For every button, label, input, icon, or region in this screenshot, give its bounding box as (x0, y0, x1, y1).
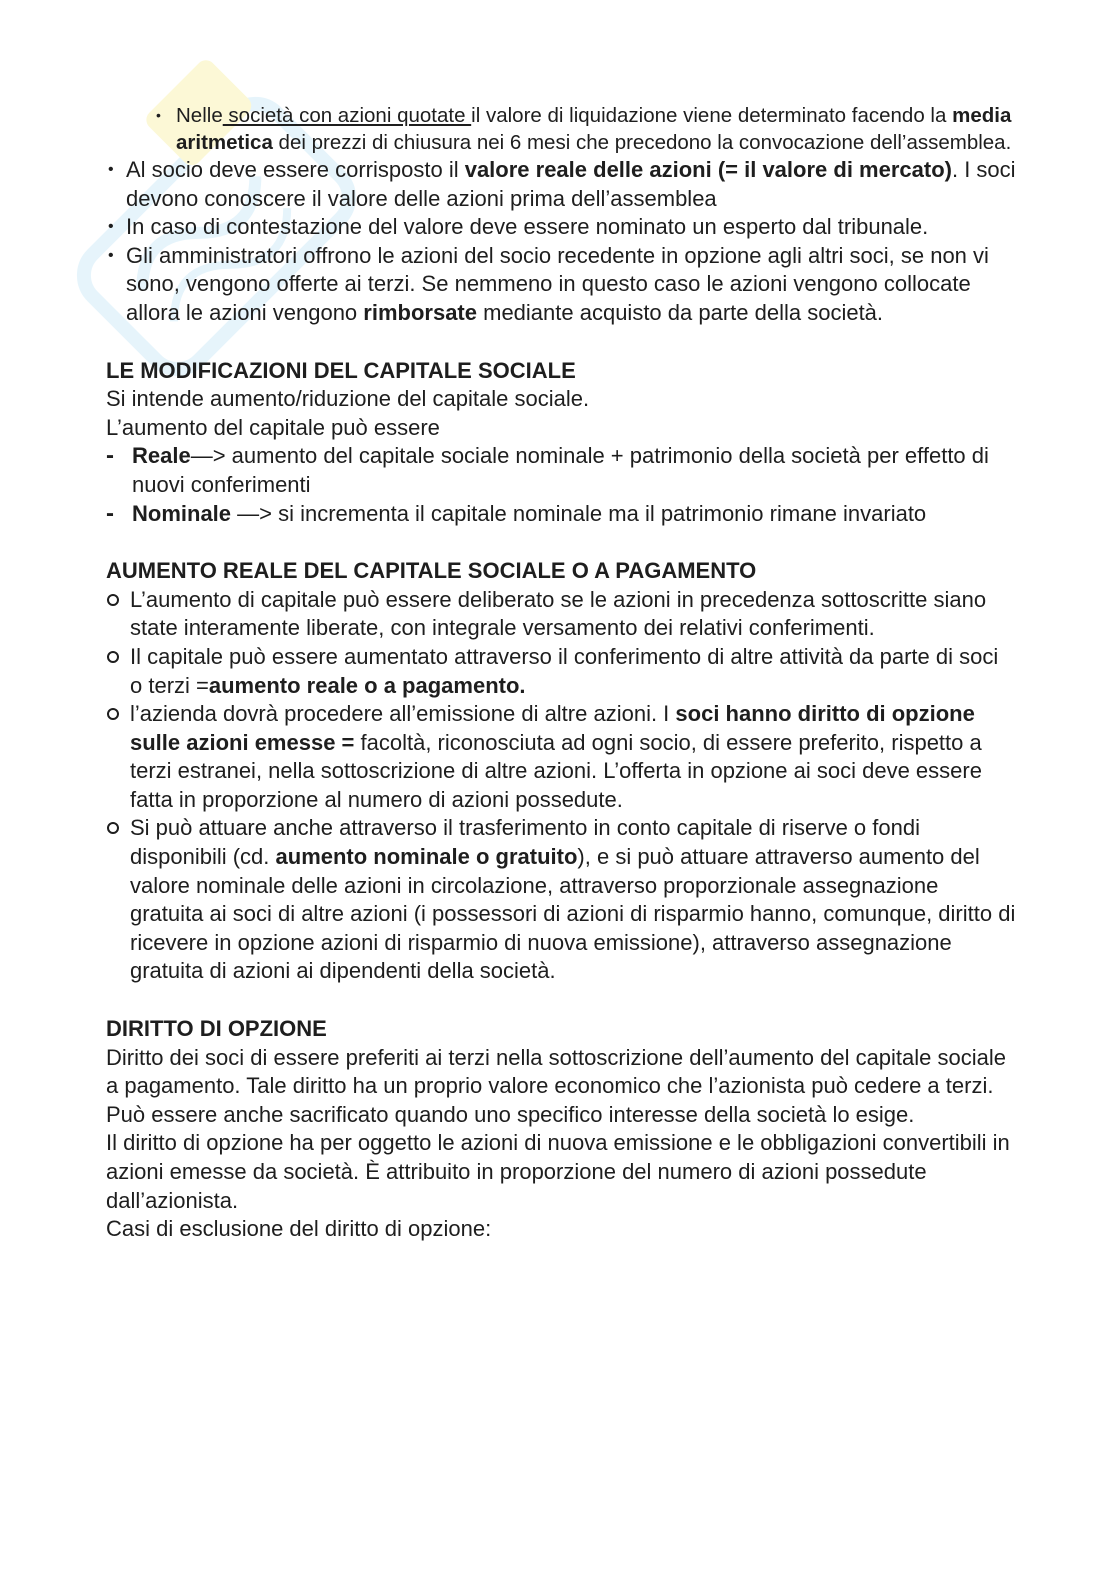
paragraph: Si intende aumento/riduzione del capitale sociale. (106, 386, 590, 412)
section-heading-diritto-opzione: DIRITTO DI OPZIONE (106, 1016, 327, 1042)
paragraph: Diritto dei soci di essere preferiti ai terzi nella sottoscrizione dell’aumento del capitale sociale a pagamento. Tale diritto ha un proprio valore economico che l’azionista può cedere a terzi. Può essere anche sacrificato quando uno specifico interesse della società lo esige. (106, 1044, 1006, 1127)
aumento-types-list (106, 442, 1016, 528)
underlined-text: società con azioni quotate (222, 104, 472, 127)
list-item: • Al socio deve essere corrisposto il valore reale delle azioni (= il valore di mercato). I soci devono conoscere il valore delle azioni prima dell’assemblea (106, 156, 1016, 213)
list-item: Il capitale può essere aumentato attraverso il conferimento di altre attività da parte di soci o terzi =aumento reale o a pagamento. (106, 643, 1016, 700)
section-heading-modificazioni: LE MODIFICAZIONI DEL CAPITALE SOCIALE (106, 357, 576, 383)
section-heading-aumento-reale: AUMENTO REALE DEL CAPITALE SOCIALE O A PAGAMENTO (106, 558, 757, 584)
list-item: - Nominale —> si incrementa il capitale nominale ma il patrimonio rimane invariato (106, 500, 1016, 529)
liquidazione-sub-list (156, 102, 1016, 156)
list-item: Si può attuare anche attraverso il trasferimento in conto capitale di riserve o fondi disponibili (cd. aumento nominale o gratuito), e si può attuare attraverso aumento del valore nominale delle azioni in circolazione, attraverso proporzionale assegnazione gratuita ai soci di altre azioni (i possessori di azioni di risparmio hanno, comunque, diritto di ricevere in opzione azioni di risparmio di nuova emissione), attraverso assegnazione gratuita di azioni ai dipendenti della società. (106, 814, 1016, 986)
list-item: - Reale—> aumento del capitale sociale nominale + patrimonio della società per effetto di nuovi conferimenti (106, 442, 1016, 499)
recesso-bullet-list (106, 156, 1016, 328)
list-item: • Nelle società con azioni quotate il valore di liquidazione viene determinato facendo la media aritmetica dei prezzi di chiusura nei 6 mesi che precedono la convocazione dell’assemblea. (156, 102, 1016, 156)
list-item: • Gli amministratori offrono le azioni del socio recedente in opzione agli altri soci, se non vi sono, vengono offerte ai terzi. Se nemmeno in questo caso le azioni vengono collocate allora le azioni vengono rimborsate mediante acquisto da parte della società. (106, 242, 1016, 328)
list-item: l’azienda dovrà procedere all’emissione di altre azioni. I soci hanno diritto di opzione sulle azioni emesse = facoltà, riconosciuta ad ogni socio, di essere preferito, rispetto a terzi estranei, nella sottoscrizione di altre azioni. L’offerta in opzione ai soci deve essere fatta in proporzione al numero di azioni possedute. (106, 700, 1016, 814)
paragraph: Casi di esclusione del diritto di opzione: (106, 1216, 492, 1242)
document-page (106, 102, 1016, 1244)
paragraph: L’aumento del capitale può essere (106, 414, 440, 440)
paragraph: Il diritto di opzione ha per oggetto le azioni di nuova emissione e le obbligazioni convertibili in azioni emesse da società. È attribuito in proporzione del numero di azioni possedute dall’azionista. (106, 1130, 1010, 1213)
list-item: • In caso di contestazione del valore deve essere nominato un esperto dal tribunale. (106, 213, 1016, 242)
bold-text: media aritmetica (176, 104, 1012, 154)
list-item: L’aumento di capitale può essere deliberato se le azioni in precedenza sottoscritte siano state interamente liberate, con integrale versamento dei relativi conferimenti. (106, 586, 1016, 643)
aumento-reale-list (106, 586, 1016, 986)
